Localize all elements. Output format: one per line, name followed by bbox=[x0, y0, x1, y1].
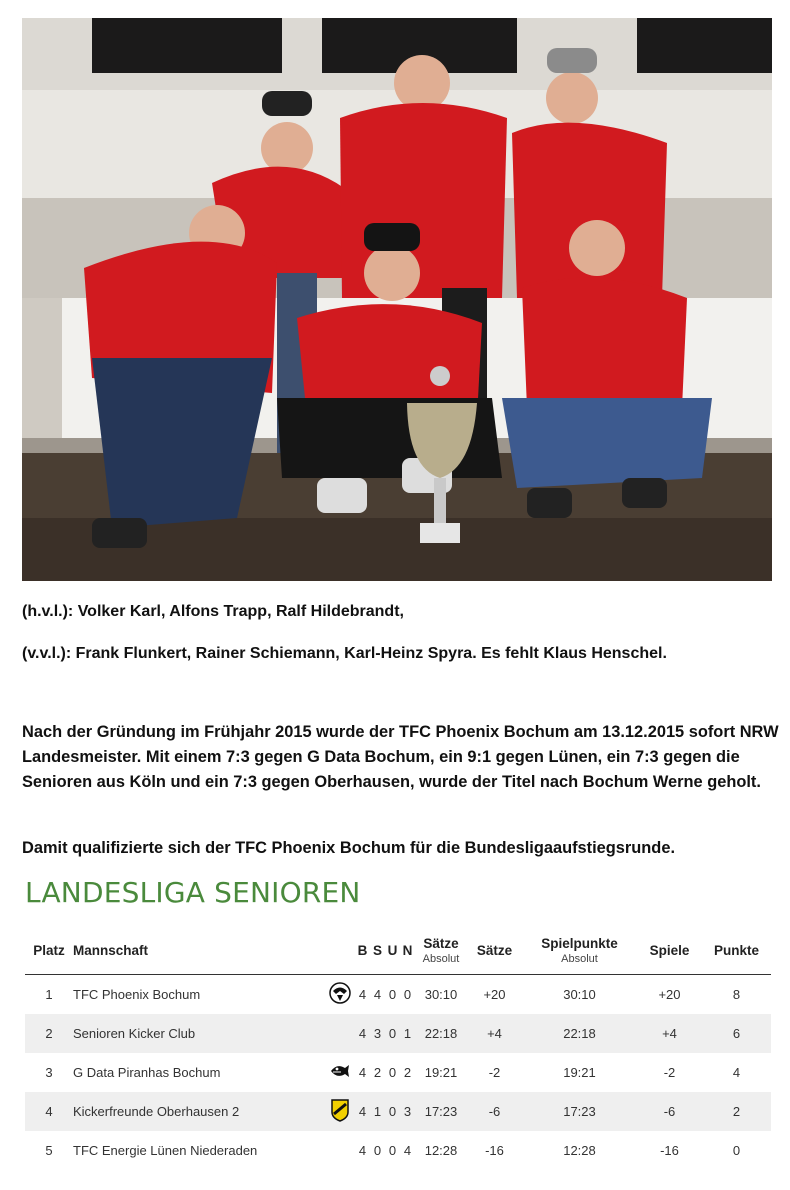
article-paragraph-1: Nach der Gründung im Frühjahr 2015 wurde der TFC Phoenix Bochum am 13.12.2015 sofort NRW Landesmeister. Mit einem 7:3 gegen G Data Bochum, ein 9:1 gegen Lünen, ein 7:3 gegen die Senioren aus Köln und ein 7:3 gegen Oberhausen, wurde der Titel nach Bochum Werne geholt. bbox=[22, 723, 779, 791]
spielpunkte-absolut-cell: 17:23 bbox=[563, 1104, 596, 1119]
saetze-absolut-cell: 22:18 bbox=[424, 1026, 458, 1041]
spiele-cell: -6 bbox=[663, 1104, 676, 1119]
header-saetze-absolut-label: Sätze bbox=[423, 935, 459, 951]
n-cell: 2 bbox=[403, 1065, 412, 1080]
saetze-cell: -2 bbox=[488, 1065, 501, 1080]
n-cell: 4 bbox=[403, 1143, 412, 1158]
u-cell: 0 bbox=[388, 1104, 397, 1119]
team-link[interactable]: G Data Piranhas Bochum bbox=[73, 1065, 221, 1080]
team-link[interactable]: Kickerfreunde Oberhausen 2 bbox=[73, 1104, 240, 1119]
platz-cell: 1 bbox=[45, 987, 53, 1002]
table-row bbox=[25, 1014, 771, 1053]
table-header-row bbox=[25, 926, 771, 975]
header-b: B bbox=[357, 942, 368, 958]
header-saetze-absolut-sub: Absolut bbox=[422, 952, 460, 965]
punkte-cell: 4 bbox=[732, 1065, 741, 1080]
saetze-absolut-cell: 19:21 bbox=[424, 1065, 458, 1080]
spielpunkte-absolut-cell: 12:28 bbox=[563, 1143, 596, 1158]
saetze-absolut-cell: 30:10 bbox=[424, 987, 458, 1002]
saetze-absolut-cell: 12:28 bbox=[424, 1143, 458, 1158]
logo-cell bbox=[325, 1092, 355, 1131]
b-cell: 4 bbox=[358, 1065, 367, 1080]
table-row bbox=[25, 975, 771, 1015]
caption-back-row: (h.v.l.): Volker Karl, Alfons Trapp, Ralf Hildebrandt, bbox=[22, 603, 404, 620]
spiele-cell: +4 bbox=[662, 1026, 677, 1041]
league-title: LANDESLIGA SENIOREN bbox=[25, 876, 361, 909]
s-cell: 3 bbox=[373, 1026, 382, 1041]
table-row bbox=[25, 1131, 771, 1170]
spielpunkte-absolut-cell: 30:10 bbox=[563, 987, 596, 1002]
phoenix-logo-icon bbox=[329, 982, 351, 1007]
spielpunkte-absolut-cell: 22:18 bbox=[563, 1026, 596, 1041]
header-n: N bbox=[402, 942, 413, 958]
logo-cell bbox=[325, 1131, 355, 1170]
s-cell: 1 bbox=[373, 1104, 382, 1119]
piranha-logo-icon bbox=[329, 1061, 351, 1084]
spiele-cell: -16 bbox=[660, 1143, 679, 1158]
team-link[interactable]: TFC Phoenix Bochum bbox=[73, 987, 201, 1002]
article-paragraph-2: Damit qualifizierte sich der TFC Phoenix Bochum für die Bundesligaaufstiegsrunde. bbox=[22, 839, 675, 857]
s-cell: 2 bbox=[373, 1065, 382, 1080]
saetze-cell: -6 bbox=[488, 1104, 501, 1119]
header-mannschaft: Mannschaft bbox=[73, 942, 149, 958]
n-cell: 3 bbox=[403, 1104, 412, 1119]
oberhausen-logo-icon bbox=[330, 1098, 350, 1125]
header-saetze-absolut bbox=[415, 926, 467, 975]
header-spiele: Spiele bbox=[649, 942, 690, 958]
logo-cell bbox=[325, 1053, 355, 1092]
punkte-cell: 6 bbox=[732, 1026, 741, 1041]
team-link[interactable]: Senioren Kicker Club bbox=[73, 1026, 196, 1041]
saetze-cell: -16 bbox=[485, 1143, 504, 1158]
header-punkte: Punkte bbox=[713, 942, 759, 958]
header-spielpunkte-label: Spielpunkte bbox=[541, 935, 618, 951]
platz-cell: 2 bbox=[45, 1026, 53, 1041]
b-cell: 4 bbox=[358, 987, 367, 1002]
punkte-cell: 2 bbox=[732, 1104, 741, 1119]
spielpunkte-absolut-cell: 19:21 bbox=[563, 1065, 596, 1080]
b-cell: 4 bbox=[358, 1143, 367, 1158]
punkte-cell: 0 bbox=[732, 1143, 741, 1158]
table-row bbox=[25, 1053, 771, 1092]
table-row bbox=[25, 1092, 771, 1131]
header-spielpunkte-sub: Absolut bbox=[561, 952, 598, 965]
u-cell: 0 bbox=[388, 1065, 397, 1080]
header-spielpunkte-absolut bbox=[522, 926, 637, 975]
platz-cell: 5 bbox=[45, 1143, 53, 1158]
n-cell: 0 bbox=[403, 987, 412, 1002]
n-cell: 1 bbox=[403, 1026, 412, 1041]
team-photo bbox=[22, 18, 772, 581]
team-link[interactable]: TFC Energie Lünen Niederaden bbox=[73, 1143, 258, 1158]
punkte-cell: 8 bbox=[732, 987, 741, 1002]
platz-cell: 4 bbox=[45, 1104, 53, 1119]
team-photo-icon bbox=[22, 18, 772, 581]
spiele-cell: +20 bbox=[658, 987, 681, 1002]
u-cell: 0 bbox=[388, 1026, 397, 1041]
league-table bbox=[25, 926, 771, 1170]
header-saetze: Sätze bbox=[476, 942, 513, 958]
logo-cell bbox=[325, 975, 355, 1015]
s-cell: 4 bbox=[373, 987, 382, 1002]
b-cell: 4 bbox=[358, 1026, 367, 1041]
saetze-cell: +20 bbox=[483, 987, 506, 1002]
platz-cell: 3 bbox=[45, 1065, 53, 1080]
logo-cell bbox=[325, 1014, 355, 1053]
header-s: S bbox=[372, 942, 382, 958]
s-cell: 0 bbox=[373, 1143, 382, 1158]
header-platz: Platz bbox=[33, 942, 65, 958]
saetze-absolut-cell: 17:23 bbox=[424, 1104, 458, 1119]
header-u: U bbox=[387, 942, 398, 958]
u-cell: 0 bbox=[388, 1143, 397, 1158]
saetze-cell: +4 bbox=[487, 1026, 502, 1041]
spiele-cell: -2 bbox=[663, 1065, 676, 1080]
u-cell: 0 bbox=[388, 987, 397, 1002]
caption-front-row: (v.v.l.): Frank Flunkert, Rainer Schiemann, Karl-Heinz Spyra. Es fehlt Klaus Henschel. bbox=[22, 645, 667, 662]
b-cell: 4 bbox=[358, 1104, 367, 1119]
